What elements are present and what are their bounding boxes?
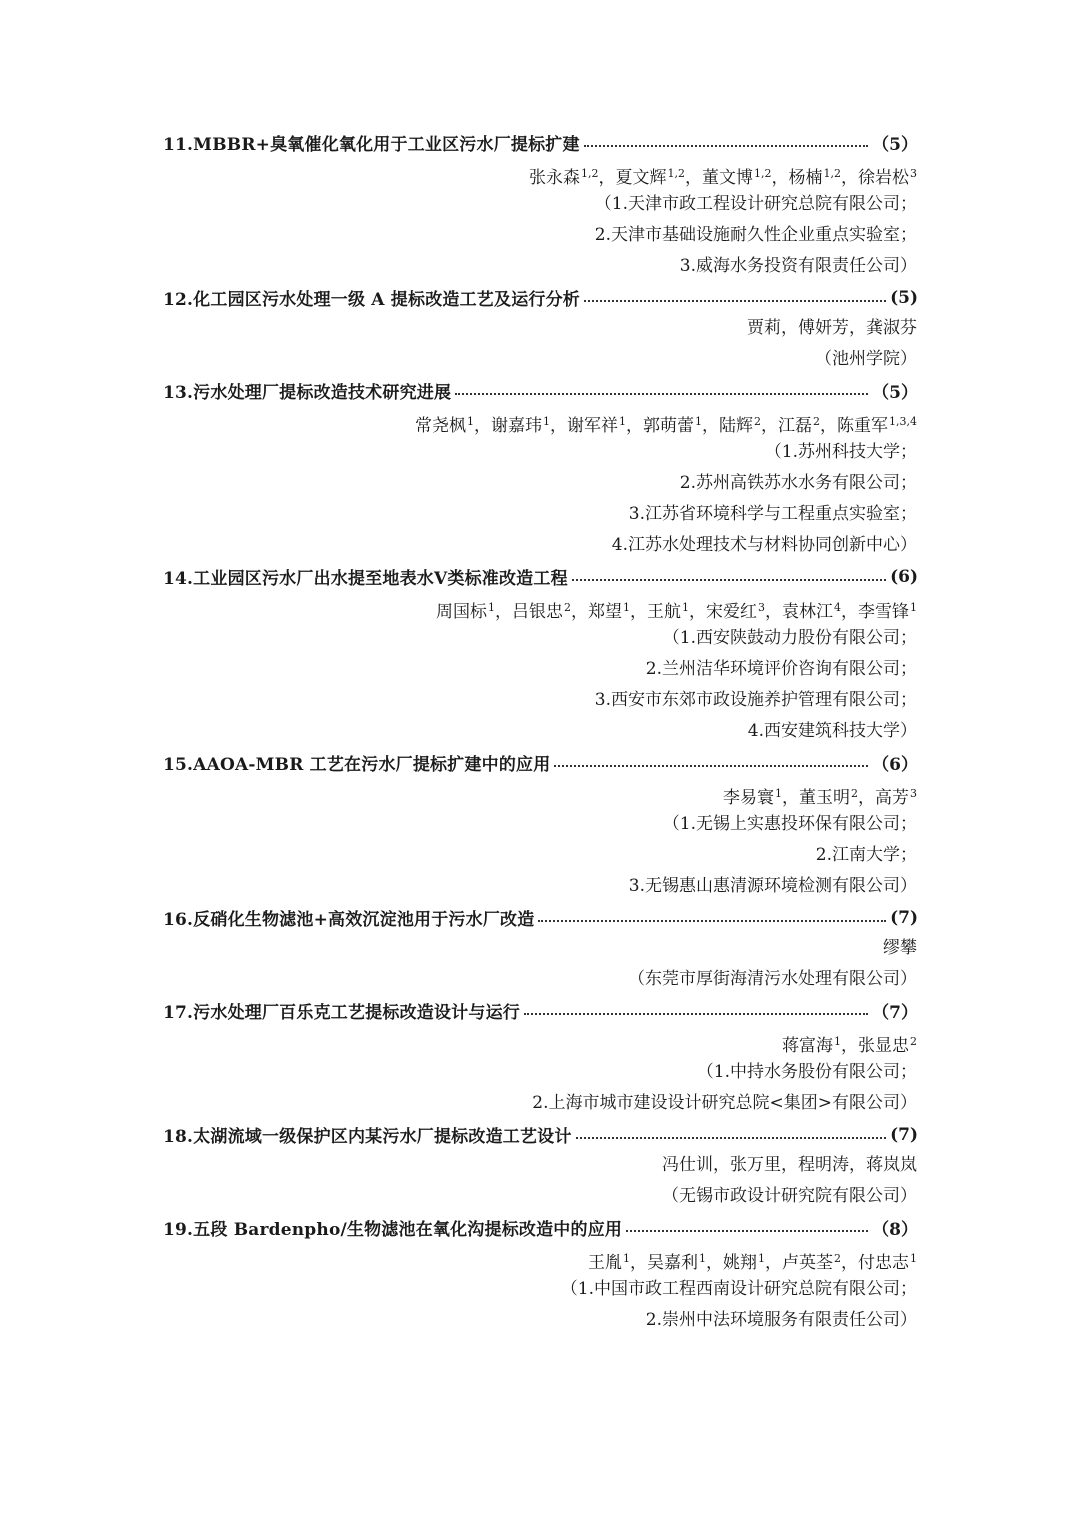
author-separator: ， bbox=[685, 168, 702, 188]
dot-leader bbox=[626, 1230, 868, 1232]
author-list bbox=[0, 158, 917, 189]
affiliation-line: （1.中国市政工程西南设计研究总院有限公司； bbox=[560, 1279, 917, 1299]
affiliation-line: （1.苏州科技大学； bbox=[764, 442, 917, 462]
toc-entry-title-row[interactable] bbox=[163, 1119, 918, 1150]
article-title: 13.污水处理厂提标改造技术研究进展 bbox=[163, 383, 452, 403]
author-name: 李易寰 bbox=[723, 788, 774, 808]
affiliation-line: 2.苏州高铁苏水水务有限公司； bbox=[679, 473, 917, 493]
article-title: 12.化工园区污水处理一级 A 提标改造工艺及运行分析 bbox=[163, 290, 581, 310]
affiliation-line: 2.崇州中法环境服务有限责任公司） bbox=[645, 1310, 917, 1330]
page-number: (5) bbox=[890, 287, 918, 308]
author-separator: ， bbox=[702, 416, 719, 436]
affiliation-line: （无锡市政设计研究院有限公司） bbox=[662, 1186, 917, 1206]
author-affiliation-marker: 1 bbox=[467, 415, 474, 428]
author-list bbox=[0, 933, 917, 964]
author-name: 徐岩松 bbox=[858, 168, 909, 188]
affiliation-line: 2.上海市城市建设设计研究总院<集团>有限公司） bbox=[532, 1093, 917, 1113]
author-affiliation-marker: 1 bbox=[543, 415, 550, 428]
author-name: 姚翔 bbox=[723, 1253, 757, 1273]
author-affiliation-marker: 1 bbox=[695, 415, 702, 428]
toc-entry-title-row[interactable] bbox=[163, 902, 918, 933]
affiliation-line: （东莞市厚街海清污水处理有限公司） bbox=[628, 969, 917, 989]
affiliation-line: 3.西安市东郊市政设施养护管理有限公司； bbox=[594, 690, 917, 710]
author-name: 张永森 bbox=[529, 168, 580, 188]
affiliation-line: 3.江苏省环境科学与工程重点实验室； bbox=[628, 504, 917, 524]
table-of-contents bbox=[0, 127, 1080, 1336]
affiliation-line: 3.无锡惠山惠清源环境检测有限公司） bbox=[628, 876, 917, 896]
author-list bbox=[0, 406, 917, 437]
page-number: (6) bbox=[890, 566, 918, 587]
author-affiliation-marker: 3 bbox=[910, 787, 917, 800]
author-affiliation-marker: 2 bbox=[851, 787, 858, 800]
toc-entry bbox=[0, 1212, 1080, 1336]
toc-entry bbox=[0, 561, 1080, 747]
article-title: 14.工业园区污水厂出水提至地表水Ⅴ类标准改造工程 bbox=[163, 569, 568, 589]
page-number: （6） bbox=[872, 755, 918, 775]
affiliation-line: 4.西安建筑科技大学） bbox=[747, 721, 917, 741]
author-name: 傅妍芳 bbox=[798, 318, 849, 338]
author-list bbox=[0, 313, 917, 344]
toc-entry bbox=[0, 127, 1080, 282]
author-name: 周国标 bbox=[436, 602, 487, 622]
author-name: 缪攀 bbox=[883, 938, 917, 958]
toc-entry-title-row[interactable] bbox=[163, 1212, 918, 1243]
affiliation-line: （池州学院） bbox=[815, 349, 917, 369]
author-separator: ， bbox=[598, 168, 616, 188]
dot-leader bbox=[538, 920, 886, 922]
toc-entry bbox=[0, 995, 1080, 1119]
author-separator: ， bbox=[858, 788, 875, 808]
author-name: 夏文辉 bbox=[615, 168, 667, 188]
article-title: 11.MBBR+臭氧催化氧化用于工业区污水厂提标扩建 bbox=[163, 135, 580, 155]
author-affiliation-marker: 1 bbox=[682, 601, 689, 614]
author-name: 贾莉 bbox=[747, 318, 781, 338]
author-affiliation-marker: 1,2 bbox=[754, 167, 772, 180]
author-affiliation-marker: 1 bbox=[910, 1252, 917, 1265]
author-affiliation-marker: 4 bbox=[834, 601, 841, 614]
article-title: 19.五段 Bardenpho/生物滤池在氧化沟提标改造中的应用 bbox=[163, 1220, 623, 1240]
toc-entry bbox=[0, 375, 1080, 561]
author-affiliation-marker: 1 bbox=[910, 601, 917, 614]
page-number: （5） bbox=[872, 135, 918, 155]
dot-leader bbox=[584, 300, 886, 302]
author-name: 陈重军 bbox=[837, 416, 888, 436]
author-name: 张万里 bbox=[730, 1155, 781, 1175]
affiliation-line: （1.西安陕鼓动力股份有限公司； bbox=[662, 628, 917, 648]
author-separator: ， bbox=[495, 602, 512, 622]
author-affiliation-marker: 2 bbox=[564, 601, 571, 614]
author-name: 谢嘉玮 bbox=[491, 416, 542, 436]
author-list bbox=[0, 592, 917, 623]
author-name: 程明涛 bbox=[798, 1155, 849, 1175]
author-affiliation-marker: 1 bbox=[834, 1035, 841, 1048]
toc-entry-title-row[interactable] bbox=[163, 375, 918, 406]
author-name: 江磊 bbox=[778, 416, 812, 436]
author-separator: ， bbox=[849, 318, 866, 338]
author-name: 龚淑芬 bbox=[866, 318, 917, 338]
author-affiliation-marker: 1 bbox=[758, 1252, 765, 1265]
author-name: 吕银忠 bbox=[512, 602, 563, 622]
page-number: （5） bbox=[872, 383, 918, 403]
affiliation-line: 3.威海水务投资有限责任公司） bbox=[679, 256, 917, 276]
page-number: （8） bbox=[872, 1220, 918, 1240]
article-title: 18.太湖流域一级保护区内某污水厂提标改造工艺设计 bbox=[163, 1127, 572, 1147]
toc-entry bbox=[0, 902, 1080, 995]
dot-leader bbox=[455, 393, 868, 395]
author-name: 杨楠 bbox=[788, 168, 823, 188]
page-number: （7） bbox=[872, 1003, 918, 1023]
author-name: 卢英荃 bbox=[782, 1253, 833, 1273]
author-affiliation-marker: 1 bbox=[623, 601, 630, 614]
affiliation-line: 2.兰州洁华环境评价咨询有限公司； bbox=[645, 659, 917, 679]
author-separator: ， bbox=[782, 788, 799, 808]
author-separator: ， bbox=[841, 1253, 858, 1273]
author-list bbox=[0, 1026, 917, 1057]
dot-leader bbox=[572, 579, 886, 581]
author-name: 李雪锋 bbox=[858, 602, 909, 622]
toc-entry-title-row[interactable] bbox=[163, 747, 918, 778]
author-name: 常尧枫 bbox=[415, 416, 466, 436]
author-name: 吴嘉利 bbox=[647, 1253, 698, 1273]
author-affiliation-marker: 1 bbox=[699, 1252, 706, 1265]
author-separator: ， bbox=[771, 168, 789, 188]
affiliation-line: （1.无锡上实惠投环保有限公司； bbox=[662, 814, 917, 834]
affiliation-line: （1.天津市政工程设计研究总院有限公司； bbox=[594, 194, 917, 214]
author-name: 王航 bbox=[647, 602, 681, 622]
article-title: 15.AAOA-MBR 工艺在污水厂提标扩建中的应用 bbox=[163, 755, 551, 775]
author-name: 王胤 bbox=[588, 1253, 622, 1273]
author-separator: ， bbox=[761, 416, 778, 436]
article-title: 17.污水处理厂百乐克工艺提标改造设计与运行 bbox=[163, 1003, 520, 1023]
author-name: 蒋富海 bbox=[782, 1036, 833, 1056]
affiliation-line: 2.江南大学； bbox=[815, 845, 917, 865]
author-separator: ， bbox=[571, 602, 588, 622]
dot-leader bbox=[524, 1013, 868, 1015]
author-affiliation-marker: 2 bbox=[910, 1035, 917, 1048]
author-name: 董文博 bbox=[702, 168, 753, 188]
affiliation-line: 2.天津市基础设施耐久性企业重点实验室； bbox=[594, 225, 917, 245]
author-separator: ， bbox=[630, 1253, 647, 1273]
author-separator: ， bbox=[626, 416, 643, 436]
affiliation-line: 4.江苏水处理技术与材料协同创新中心） bbox=[611, 535, 917, 555]
author-affiliation-marker: 1 bbox=[488, 601, 495, 614]
author-affiliation-marker: 2 bbox=[834, 1252, 841, 1265]
author-separator: ， bbox=[765, 1253, 782, 1273]
author-separator: ， bbox=[706, 1253, 723, 1273]
author-separator: ， bbox=[841, 168, 858, 188]
author-affiliation-marker: 1 bbox=[623, 1252, 630, 1265]
article-title: 16.反硝化生物滤池+高效沉淀池用于污水厂改造 bbox=[163, 910, 535, 930]
author-affiliation-marker: 1,3,4 bbox=[889, 415, 917, 428]
author-name: 谢军祥 bbox=[567, 416, 618, 436]
author-list bbox=[0, 778, 917, 809]
author-separator: ， bbox=[849, 1155, 866, 1175]
author-separator: ， bbox=[820, 416, 837, 436]
toc-entry bbox=[0, 282, 1080, 375]
author-name: 董玉明 bbox=[799, 788, 850, 808]
author-name: 张显忠 bbox=[858, 1036, 909, 1056]
author-separator: ， bbox=[841, 602, 858, 622]
author-affiliation-marker: 2 bbox=[754, 415, 761, 428]
author-name: 郭萌蕾 bbox=[643, 416, 694, 436]
page-number: (7) bbox=[890, 1124, 918, 1145]
toc-entry-title-row[interactable] bbox=[163, 995, 918, 1026]
toc-entry-title-row[interactable] bbox=[163, 282, 918, 313]
author-affiliation-marker: 1 bbox=[619, 415, 626, 428]
author-name: 袁林江 bbox=[782, 602, 833, 622]
author-name: 陆辉 bbox=[719, 416, 753, 436]
affiliation-line: （1.中持水务股份有限公司； bbox=[696, 1062, 917, 1082]
author-name: 郑望 bbox=[588, 602, 622, 622]
dot-leader bbox=[584, 145, 868, 147]
dot-leader bbox=[576, 1137, 887, 1139]
author-affiliation-marker: 1,2 bbox=[823, 167, 841, 180]
author-name: 高芳 bbox=[875, 788, 909, 808]
toc-entry-title-row[interactable] bbox=[163, 127, 918, 158]
author-list bbox=[0, 1243, 917, 1274]
author-separator: ， bbox=[781, 318, 798, 338]
page-number: (7) bbox=[890, 907, 918, 928]
author-affiliation-marker: 1,2 bbox=[667, 167, 685, 180]
author-separator: ， bbox=[474, 416, 491, 436]
author-affiliation-marker: 2 bbox=[813, 415, 820, 428]
author-affiliation-marker: 3 bbox=[758, 601, 765, 614]
toc-entry bbox=[0, 747, 1080, 902]
author-affiliation-marker: 3 bbox=[910, 167, 917, 180]
author-name: 冯仕训 bbox=[662, 1155, 713, 1175]
author-separator: ， bbox=[689, 602, 706, 622]
author-name: 宋爱红 bbox=[706, 602, 757, 622]
toc-entry-title-row[interactable] bbox=[163, 561, 918, 592]
author-list bbox=[0, 1150, 917, 1181]
author-separator: ， bbox=[765, 602, 782, 622]
author-separator: ， bbox=[713, 1155, 730, 1175]
author-separator: ， bbox=[550, 416, 567, 436]
author-affiliation-marker: 1,2 bbox=[581, 167, 599, 180]
author-separator: ， bbox=[781, 1155, 798, 1175]
author-name: 蒋岚岚 bbox=[866, 1155, 917, 1175]
author-affiliation-marker: 1 bbox=[775, 787, 782, 800]
dot-leader bbox=[554, 765, 868, 767]
author-separator: ， bbox=[841, 1036, 858, 1056]
author-separator: ， bbox=[630, 602, 647, 622]
author-name: 付忠志 bbox=[858, 1253, 909, 1273]
toc-entry bbox=[0, 1119, 1080, 1212]
